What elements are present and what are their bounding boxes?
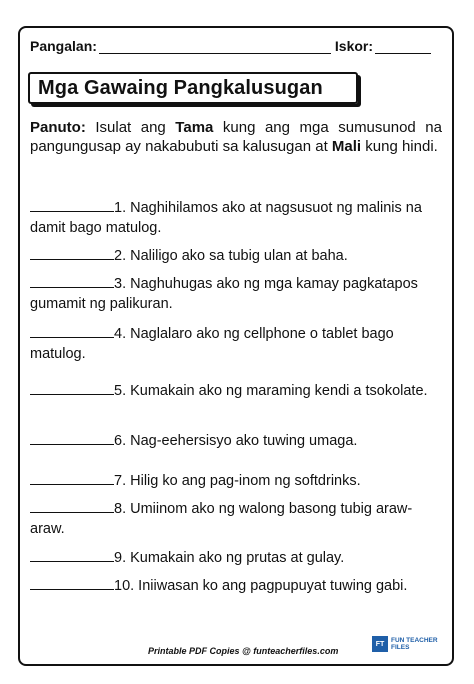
logo-mark: FT [372,636,388,652]
answer-blank [30,197,114,212]
header-row [30,38,440,54]
answer-blank [30,245,114,260]
name-label: Pangalan: [30,38,97,54]
item-text: 6. Nag-eehersisyo ako tuwing umaga. [114,433,358,449]
score-label: Iskor: [334,38,374,54]
item-text: 4. Naglalaro ako ng cellphone o tablet bago matulog. [30,326,394,362]
list-item [30,245,442,266]
answer-blank [30,273,114,288]
answer-blank [30,323,114,338]
item-text: 5. Kumakain ako ng maraming kendi a tsokolate. [114,383,428,399]
instructions-text-3: kung hindi. [361,138,438,155]
answer-blank [30,380,114,395]
item-text: 7. Hilig ko ang pag-inom ng softdrinks. [114,473,361,489]
instructions [30,118,442,156]
instructions-bold-tama: Tama [175,119,214,136]
list-item [30,197,442,238]
answer-blank [30,430,114,445]
list-item [30,575,442,596]
worksheet-title: Mga Gawaing Pangkalusugan [38,76,323,99]
title-box [28,72,358,104]
answer-blank [30,470,114,485]
logo-line-2: FILES [391,644,410,651]
instructions-text-1: Isulat ang [85,119,176,136]
answer-blank [30,547,114,562]
item-text: 9. Kumakain ako ng prutas at gulay. [114,550,345,566]
list-item [30,430,442,451]
list-item [30,498,442,539]
logo-wordmark [391,637,438,651]
list-item [30,380,442,401]
instructions-text-2: kung ang mga sumusunod na pangungusap ay nakabubuti sa kalusugan at [30,119,442,155]
list-item [30,323,442,364]
list-item [30,470,442,491]
list-item [30,273,442,314]
footer-credit: Printable PDF Copies @ funteacherfiles.com [148,646,339,656]
item-text: 3. Naghuhugas ako ng mga kamay pagkatapos gumamit ng palikuran. [30,276,418,312]
logo-line-1: FUN TEACHER [391,637,438,644]
answer-blank [30,575,114,590]
item-text: 2. Naliligo ako sa tubig ulan at baha. [114,248,348,264]
score-blank [375,39,431,54]
instructions-label: Panuto: [30,119,86,136]
brand-logo [372,636,438,652]
answer-blank [30,498,114,513]
item-text: 8. Umiinom ako ng walong basong tubig araw-araw. [30,501,413,537]
list-item [30,547,442,568]
instructions-bold-mali: Mali [331,138,362,155]
item-text: 10. Iniiwasan ko ang pagpupuyat tuwing gabi. [114,578,408,594]
name-blank [99,39,331,54]
item-text: 1. Naghihilamos ako at nagsusuot ng malinis na damit bago matulog. [30,200,422,236]
